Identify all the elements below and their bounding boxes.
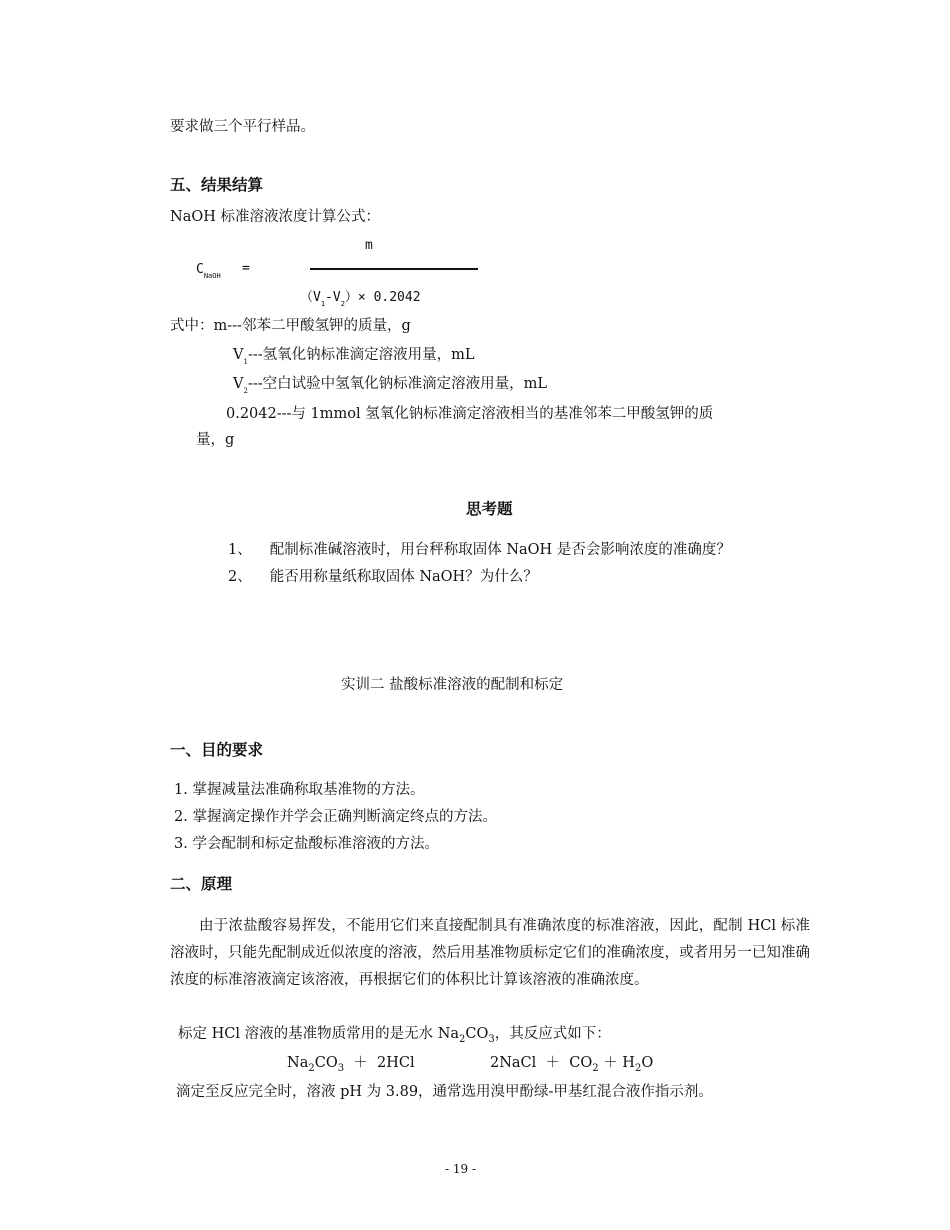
formula-c-symbol: C (196, 262, 204, 277)
page-number: - 19 - (445, 1162, 477, 1176)
section-heading-results: 五、结果结算 (170, 176, 264, 194)
formula-numerator: m (365, 238, 373, 253)
definition-constant-cont: 量，g (196, 432, 235, 448)
goal-item-1: 1. 掌握减量法准确称取基准物的方法。 (174, 782, 425, 798)
fraction-line (310, 268, 478, 270)
endpoint-line: 滴定至反应完全时，溶液 pH 为 3.89，通常选用溴甲酚绿-甲基红混合液作指示剂。 (176, 1084, 713, 1100)
reaction-lhs: $Na_2CO_3 + 2HCl$ (287, 1055, 415, 1074)
section-heading-goals: 一、目的要求 (170, 741, 264, 759)
formula-c-subscript: NaOH (203, 272, 221, 280)
section-heading-principle: 二、原理 (170, 875, 233, 893)
formula-equals: = (242, 261, 250, 276)
principle-paragraph: 由于浓盐酸容易挥发，不能用它们来直接配制具有准确浓度的标准溶液，因此，配制 HCl 标准溶液时，只能先配制成近似浓度的溶液，然后用基准物质标定它们的准确浓度，或者用另一已知准确浓度的标准溶液滴定该溶液，再根据它们的体积比计算该溶液的准确浓度。 (170, 918, 810, 988)
definition-constant: 0.2042---与 1mmol 氢氧化钠标准滴定溶液相当的基准邻苯二甲酸氢钾的质 (226, 406, 714, 422)
question-item-1: 1、 配制标准碱溶液时，用台秤称取固体 NaOH 是否会影响浓度的准确度？ (228, 542, 731, 558)
training-title: 实训二 盐酸标准溶液的配制和标定 (341, 677, 564, 693)
goal-item-2: 2. 掌握滴定操作并学会正确判断滴定终点的方法。 (174, 809, 497, 825)
goal-item-3: 3. 学会配制和标定盐酸标准溶液的方法。 (174, 836, 439, 852)
standard-substance-line: 标定 HCl 溶液的基准物质常用的是无水 $Na_2CO_3$，其反应式如下： (178, 1026, 611, 1045)
question-item-2: 2、 能否用称量纸称取固体 NaOH？为什么？ (228, 569, 538, 585)
questions-heading: 思考题 (466, 500, 513, 518)
definition-v2: $V_2---$空白试验中氢氧化钠标准滴定溶液用量，mL (233, 376, 548, 395)
definition-m: 式中：m---邻苯二甲酸氢钾的质量，g (170, 318, 411, 334)
definition-v1: $V_1---$氢氧化钠标准滴定溶液用量，mL (233, 347, 475, 366)
formula-intro: NaOH 标准溶液浓度计算公式： (170, 209, 380, 225)
reaction-rhs: 2NaCl ＋ $CO_2 + H_2O$ (490, 1055, 654, 1074)
intro-line: 要求做三个平行样品。 (170, 119, 315, 135)
formula-denominator: $(V_1-V_2)\times 0.2042$ (300, 290, 421, 308)
